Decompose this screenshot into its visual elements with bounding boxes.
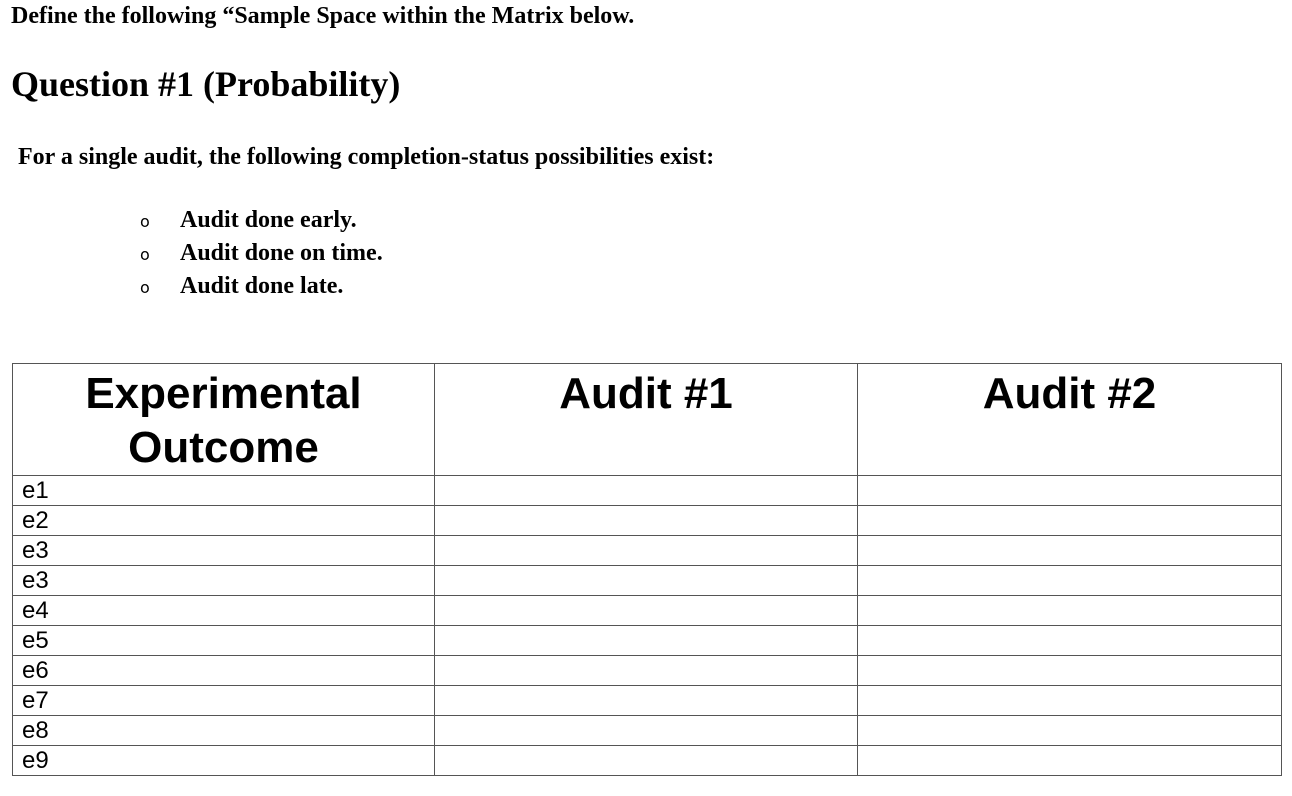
table-row xyxy=(13,506,1282,536)
outcome-cell: e3 xyxy=(13,566,435,596)
options-list xyxy=(140,205,383,304)
option-item xyxy=(140,205,383,238)
header-row xyxy=(13,364,1282,476)
audit2-cell[interactable] xyxy=(858,476,1282,506)
option-item xyxy=(140,238,383,271)
table-row xyxy=(13,716,1282,746)
table-row xyxy=(13,656,1282,686)
audit1-cell[interactable] xyxy=(435,596,858,626)
outcome-cell: e7 xyxy=(13,686,435,716)
audit2-cell[interactable] xyxy=(858,716,1282,746)
audit1-cell[interactable] xyxy=(435,476,858,506)
header-audit-2: Audit #2 xyxy=(858,364,1282,476)
outcome-cell: e9 xyxy=(13,746,435,776)
audit1-cell[interactable] xyxy=(435,566,858,596)
question-title: Question #1 (Probability) xyxy=(11,64,401,104)
outcome-cell: e2 xyxy=(13,506,435,536)
outcome-cell: e5 xyxy=(13,626,435,656)
sample-space-matrix xyxy=(12,363,1282,776)
outcome-cell: e3 xyxy=(13,536,435,566)
audit2-cell[interactable] xyxy=(858,536,1282,566)
header-audit-1: Audit #1 xyxy=(435,364,858,476)
audit2-cell[interactable] xyxy=(858,656,1282,686)
option-text: Audit done on time. xyxy=(180,240,383,266)
table-row xyxy=(13,686,1282,716)
outcome-cell: e8 xyxy=(13,716,435,746)
audit1-cell[interactable] xyxy=(435,506,858,536)
option-text: Audit done early. xyxy=(180,207,357,233)
table-row xyxy=(13,746,1282,776)
table-row xyxy=(13,536,1282,566)
audit1-cell[interactable] xyxy=(435,716,858,746)
audit1-cell[interactable] xyxy=(435,626,858,656)
table-row xyxy=(13,476,1282,506)
instruction-text: Define the following “Sample Space within the Matrix below. xyxy=(11,3,635,29)
table-row xyxy=(13,596,1282,626)
audit1-cell[interactable] xyxy=(435,686,858,716)
table-row xyxy=(13,626,1282,656)
outcome-cell: e6 xyxy=(13,656,435,686)
option-item xyxy=(140,271,383,304)
audit2-cell[interactable] xyxy=(858,566,1282,596)
audit2-cell[interactable] xyxy=(858,746,1282,776)
bullet-icon: o xyxy=(140,278,150,297)
outcome-cell: e1 xyxy=(13,476,435,506)
audit2-cell[interactable] xyxy=(858,686,1282,716)
outcome-cell: e4 xyxy=(13,596,435,626)
audit2-cell[interactable] xyxy=(858,596,1282,626)
bullet-icon: o xyxy=(140,212,150,231)
audit1-cell[interactable] xyxy=(435,536,858,566)
bullet-icon: o xyxy=(140,245,150,264)
intro-text: For a single audit, the following completion-status possibilities exist: xyxy=(18,144,715,170)
header-experimental-outcome: Experimental Outcome xyxy=(13,364,435,476)
audit1-cell[interactable] xyxy=(435,746,858,776)
option-text: Audit done late. xyxy=(180,273,344,299)
audit2-cell[interactable] xyxy=(858,626,1282,656)
audit2-cell[interactable] xyxy=(858,506,1282,536)
table-row xyxy=(13,566,1282,596)
audit1-cell[interactable] xyxy=(435,656,858,686)
